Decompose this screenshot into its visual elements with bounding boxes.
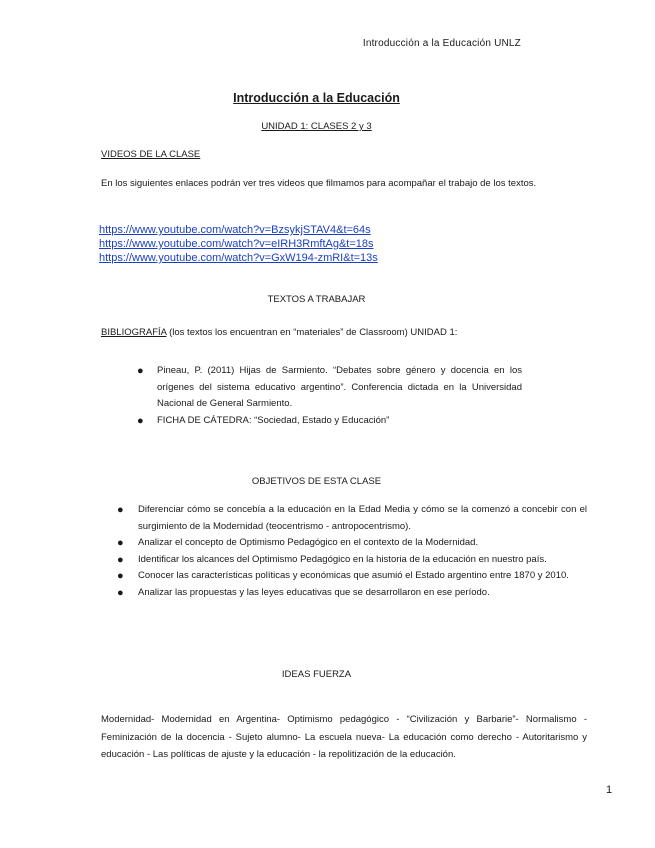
- bullet-icon: ●: [137, 365, 144, 377]
- bullet-icon: ●: [117, 537, 124, 549]
- bibliography-note: (los textos los encuentran en “materiales” de Classroom) UNIDAD 1:: [166, 327, 458, 338]
- bibliography-line: [101, 327, 457, 338]
- list-item: [117, 502, 587, 535]
- ideas-text: Modernidad- Modernidad en Argentina- Optimismo pedagógico - “Civilización y Barbarie”- Normalismo - Feminización de la docencia - Sujeto alumno- La escuela nueva- La educación como derecho - Autoritarismo y educación - Las políticas de ajuste y la educación - la repolitización de la educación.: [101, 714, 587, 760]
- video-link-1[interactable]: https://www.youtube.com/watch?v=BzsykjSTAV4&t=64s: [99, 224, 371, 236]
- running-header: Introducción a la Educación UNLZ: [362, 38, 521, 49]
- bullet-icon: ●: [117, 586, 124, 599]
- objective-text: Identificar los alcances del Optimismo Pedagógico en la historia de la educación en nuestro país.: [138, 553, 547, 565]
- video-links: [99, 223, 378, 265]
- page-number: 1: [606, 784, 613, 796]
- videos-intro: En los siguientes enlaces podrán ver tres videos que filmamos para acompañar el trabajo de los textos.: [101, 178, 537, 189]
- bullet-icon: ●: [117, 553, 124, 566]
- bibliography-label: BIBLIOGRAFÍA: [101, 327, 167, 338]
- objective-text: Conocer las características políticas y económicas que asumió el Estado argentino entre 1870 y 2010.: [138, 570, 569, 581]
- unit-subtitle: UNIDAD 1: CLASES 2 y 3: [261, 121, 372, 132]
- list-item: [117, 535, 587, 552]
- list-item: [117, 568, 587, 585]
- video-link-3[interactable]: https://www.youtube.com/watch?v=GxW194-zmRI&t=13s: [99, 252, 378, 264]
- textos-heading: TEXTOS A TRABAJAR: [267, 294, 366, 305]
- videos-heading: VIDEOS DE LA CLASE: [101, 149, 201, 160]
- bibliography-list: [137, 363, 522, 429]
- list-item: [117, 552, 587, 569]
- bibliography-item-text: Pineau, P. (2011) Hijas de Sarmiento. “Debates sobre género y docencia en los orígenes del sistema educativo argentino”. Conferencia dictada en la Universidad Nacional de General Sarmiento.: [157, 365, 522, 409]
- list-item: [117, 585, 587, 602]
- document-title: Introducción a la Educación: [233, 91, 400, 105]
- objective-text: Analizar las propuestas y las leyes educativas que se desarrollaron en ese período.: [138, 586, 490, 598]
- bullet-icon: ●: [137, 414, 144, 427]
- bullet-icon: ●: [117, 570, 124, 582]
- list-item: [137, 363, 522, 413]
- objetivos-list: [117, 502, 587, 601]
- video-link-2[interactable]: https://www.youtube.com/watch?v=eIRH3RmftAg&t=18s: [99, 238, 374, 250]
- ideas-heading: IDEAS FUERZA: [281, 669, 352, 680]
- bullet-icon: ●: [117, 504, 124, 516]
- list-item: [137, 413, 522, 430]
- objective-text: Diferenciar cómo se concebía a la educación en la Edad Media y cómo se la comenzó a concebir con el surgimiento de la Modernidad (teocentrismo - antropocentrismo).: [138, 504, 587, 532]
- bibliography-item-text: FICHA DE CÁTEDRA: “Sociedad, Estado y Educación”: [157, 414, 390, 426]
- objective-text: Analizar el concepto de Optimismo Pedagógico en el contexto de la Modernidad.: [138, 537, 479, 548]
- objetivos-heading: OBJETIVOS DE ESTA CLASE: [251, 476, 382, 487]
